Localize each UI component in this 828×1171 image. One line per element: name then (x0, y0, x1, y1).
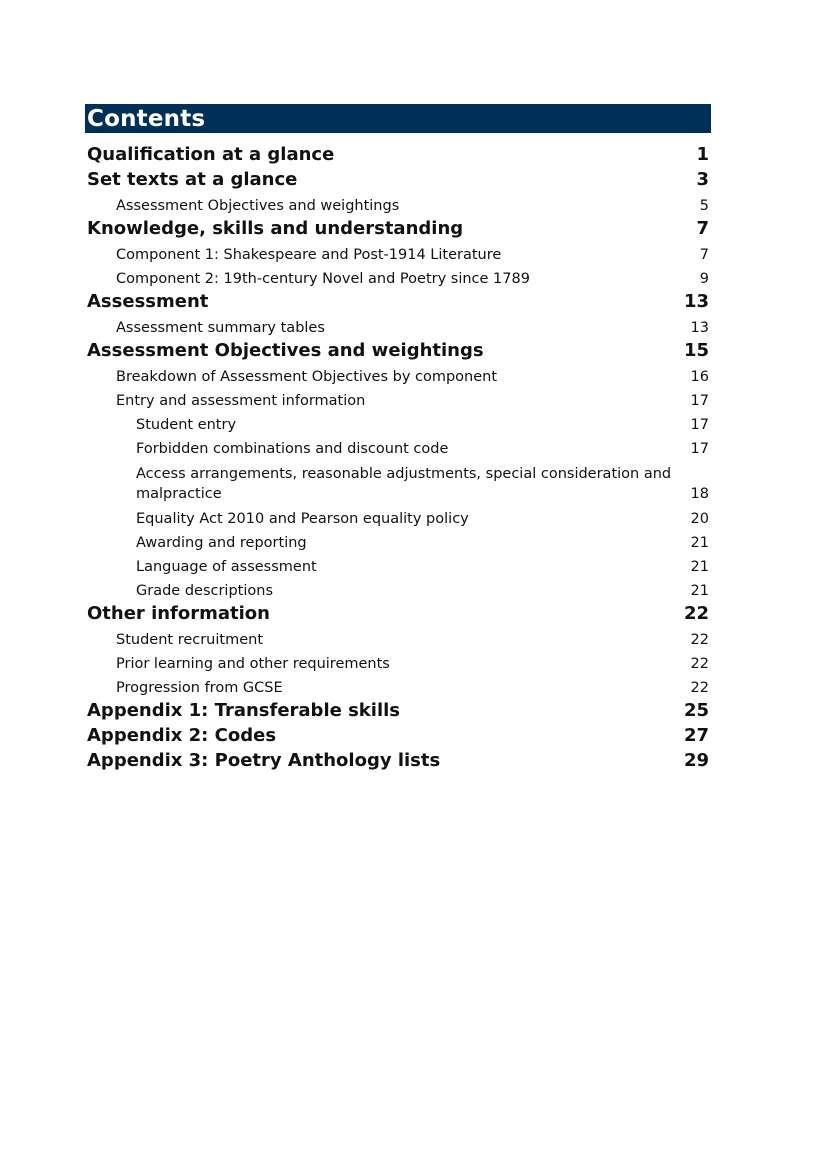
toc-entry[interactable] (85, 699, 711, 724)
toc-entry-page-number: 7 (696, 218, 709, 239)
toc-entry[interactable] (85, 724, 711, 749)
contents-page (85, 104, 711, 774)
toc-entry-page-number: 27 (683, 725, 709, 746)
toc-entry-label: Component 2: 19th-century Novel and Poetry since 1789 (116, 271, 530, 287)
toc-entry-page-number: 5 (699, 198, 709, 214)
toc-entry[interactable] (85, 749, 711, 774)
toc-entry-page-number: 3 (696, 169, 709, 190)
toc-entry-label: Student entry (136, 417, 237, 433)
toc-entry-label: Language of assessment (136, 559, 317, 575)
toc-entry-page-number: 22 (690, 680, 709, 696)
toc-entry-label: Set texts at a glance (87, 169, 298, 190)
toc-entry[interactable] (85, 578, 711, 602)
toc-entry-page-number: 18 (690, 486, 709, 502)
toc-entry-page-number: 25 (683, 700, 709, 721)
toc-entry[interactable] (85, 460, 711, 506)
toc-entry[interactable] (85, 554, 711, 578)
toc-entry-label: Assessment summary tables (116, 320, 325, 336)
toc-entry-label: Appendix 2: Codes (87, 725, 277, 746)
toc-entry-page-number: 22 (690, 656, 709, 672)
toc-entry[interactable] (85, 675, 711, 699)
toc-entry-label: Assessment Objectives and weightings (87, 340, 484, 361)
toc-entry-label: Equality Act 2010 and Pearson equality policy (136, 511, 469, 527)
toc-entry-page-number: 22 (683, 603, 709, 624)
toc-entry-label: Other information (87, 603, 270, 624)
toc-entry[interactable] (85, 506, 711, 530)
toc-entry-page-number: 7 (699, 247, 709, 263)
toc-entry-page-number: 20 (690, 511, 709, 527)
toc-entry-page-number: 15 (683, 340, 709, 361)
toc-entry-label: Grade descriptions (136, 583, 273, 599)
toc-entry-page-number: 21 (690, 583, 709, 599)
toc-entry-label: Qualification at a glance (87, 144, 335, 165)
toc-entry-label: Appendix 3: Poetry Anthology lists (87, 750, 441, 771)
toc-entry[interactable] (85, 266, 711, 290)
toc-entry-label: Component 1: Shakespeare and Post-1914 Literature (116, 247, 502, 263)
toc-entry-label: Entry and assessment information (116, 393, 366, 409)
toc-entry-page-number: 17 (690, 441, 709, 457)
toc-entry[interactable] (85, 315, 711, 339)
toc-entry-page-number: 22 (690, 632, 709, 648)
table-of-contents (85, 143, 711, 774)
toc-entry-label: Knowledge, skills and understanding (87, 218, 464, 239)
toc-entry-label: Student recruitment (116, 632, 264, 648)
contents-heading: Contents (85, 104, 711, 133)
toc-entry-label: Progression from GCSE (116, 680, 283, 696)
toc-entry[interactable] (85, 143, 711, 168)
toc-entry-page-number: 1 (696, 144, 709, 165)
toc-entry-label: Appendix 1: Transferable skills (87, 700, 400, 721)
toc-entry[interactable] (85, 364, 711, 388)
toc-entry[interactable] (85, 242, 711, 266)
toc-entry-page-number: 21 (690, 559, 709, 575)
toc-entry-label: Access arrangements, reasonable adjustments, special consideration and malpractice (136, 466, 672, 502)
toc-entry-page-number: 21 (690, 535, 709, 551)
toc-entry[interactable] (85, 339, 711, 364)
toc-entry-label: Awarding and reporting (136, 535, 307, 551)
toc-entry-label: Forbidden combinations and discount code (136, 441, 449, 457)
toc-entry-page-number: 16 (690, 369, 709, 385)
toc-entry[interactable] (85, 412, 711, 436)
toc-entry[interactable] (85, 436, 711, 460)
toc-entry-label: Breakdown of Assessment Objectives by component (116, 369, 498, 385)
toc-entry-page-number: 29 (683, 750, 709, 771)
toc-entry[interactable] (85, 388, 711, 412)
toc-entry-page-number: 13 (683, 291, 709, 312)
toc-entry-page-number: 9 (699, 271, 709, 287)
toc-entry-label: Assessment (87, 291, 209, 312)
toc-entry[interactable] (85, 602, 711, 627)
toc-entry-label: Assessment Objectives and weightings (116, 198, 400, 214)
toc-entry-page-number: 17 (690, 393, 709, 409)
toc-entry[interactable] (85, 217, 711, 242)
toc-entry-label: Prior learning and other requirements (116, 656, 390, 672)
toc-entry[interactable] (85, 530, 711, 554)
toc-entry[interactable] (85, 193, 711, 217)
toc-entry[interactable] (85, 651, 711, 675)
toc-entry-page-number: 13 (690, 320, 709, 336)
toc-entry[interactable] (85, 290, 711, 315)
toc-entry[interactable] (85, 168, 711, 193)
toc-entry[interactable] (85, 627, 711, 651)
toc-entry-page-number: 17 (690, 417, 709, 433)
